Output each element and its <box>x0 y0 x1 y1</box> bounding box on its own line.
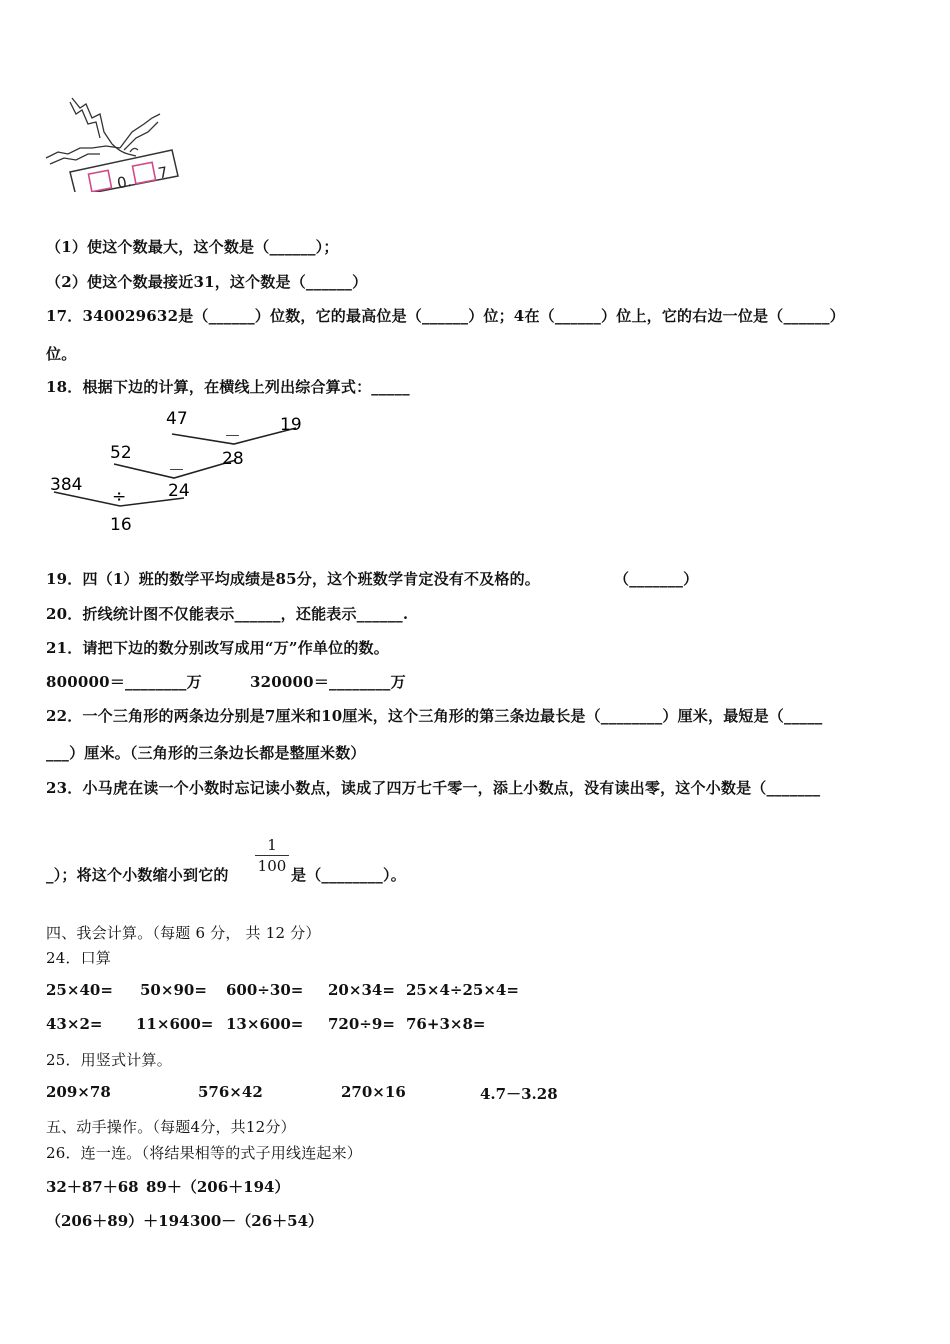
q25-item2: 576×42 <box>198 1083 263 1101</box>
q20-text: 20．折线统计图不仅能表示______，还能表示______. <box>46 605 409 623</box>
q19-text: 19．四（1）班的数学平均成绩是85分，这个班数学肯定没有不及格的。 <box>46 570 540 588</box>
q25-title: 25．用竖式计算。 <box>46 1051 172 1069</box>
card-digit-right: 7 <box>156 163 170 183</box>
tree-bot-right: 24 <box>168 481 190 501</box>
fraction-one-hundredth <box>255 836 289 875</box>
tree-mid-op: － <box>168 461 185 481</box>
q24-r2-c1: 43×2= <box>46 1015 103 1033</box>
section5-title: 五、动手操作。（每题4分，共12分） <box>46 1118 296 1136</box>
q23-line2-a: _）；将这个小数缩小到它的 <box>46 866 229 884</box>
tree-top-right: 19 <box>280 415 302 435</box>
q25-item3: 270×16 <box>341 1083 406 1101</box>
calc-tree-diagram <box>44 400 314 540</box>
q24-r1-c3: 600÷30= <box>226 981 304 999</box>
q26-r1-right: 89＋（206＋194） <box>146 1178 290 1196</box>
q24-r1-c2: 50×90= <box>140 981 207 999</box>
q21-text: 21．请把下边的数分别改写成用“万”作单位的数。 <box>46 639 389 657</box>
q25-item4: 4.7－3.28 <box>480 1085 558 1103</box>
q26-r2-left: （206＋89）＋194 <box>46 1212 190 1230</box>
section4-title: 四、我会计算。（每题 6 分， 共 12 分） <box>46 924 321 942</box>
q21-item2: 320000＝________万 <box>250 673 406 691</box>
q24-r2-c3: 13×600= <box>226 1015 304 1033</box>
q26-r1-left: 32＋87＋68 <box>46 1178 139 1196</box>
q26-r2-right: 300－（26＋54） <box>190 1212 324 1230</box>
tree-mid-left: 52 <box>110 443 132 463</box>
q24-r2-c5: 76+3×8= <box>406 1015 486 1033</box>
q24-r2-c2: 11×600= <box>136 1015 214 1033</box>
frac-denominator: 100 <box>257 857 287 875</box>
q17-line2: 位。 <box>46 345 77 363</box>
q24-r1-c4: 20×34= <box>328 981 395 999</box>
bird-illustration <box>40 92 200 192</box>
q23-line1: 23．小马虎在读一个小数时忘记读小数点，读成了四万七千零一，添上小数点，没有读出零，这个小数是（_______ <box>46 779 821 797</box>
q17-line1: 17．340029632是（______）位数，它的最高位是（______）位；4在（______）位上，它的右边一位是（______） <box>46 307 845 325</box>
q21-item1: 800000＝________万 <box>46 673 202 691</box>
q19-blank: （_______） <box>614 570 699 588</box>
tree-bot-op: ÷ <box>112 487 127 507</box>
card-digit-middle: 0. <box>115 171 134 192</box>
q24-title: 24．口算 <box>46 949 112 967</box>
tree-mid-right: 28 <box>222 449 244 469</box>
frac-numerator: 1 <box>267 836 277 854</box>
q23-line2-b: 是（________）。 <box>291 866 406 884</box>
q25-item1: 209×78 <box>46 1083 111 1101</box>
tree-bot-left: 384 <box>50 475 83 495</box>
q22-line1: 22．一个三角形的两条边分别是7厘米和10厘米，这个三角形的第三条边最长是（________）厘米，最短是（_____ <box>46 707 823 725</box>
tree-top-left: 47 <box>166 409 188 429</box>
q16-part1: （1）使这个数最大，这个数是（______）； <box>46 238 339 256</box>
q22-line2: ___）厘米。（三角形的三条边长都是整厘米数） <box>46 744 366 762</box>
q26-title: 26．连一连。（将结果相等的式子用线连起来） <box>46 1144 362 1162</box>
q18-text: 18．根据下边的计算，在横线上列出综合算式：_____ <box>46 378 410 396</box>
tree-result: 16 <box>110 515 132 535</box>
q24-r2-c4: 720÷9= <box>328 1015 395 1033</box>
q24-r1-c1: 25×40= <box>46 981 113 999</box>
q16-part2: （2）使这个数最接近31，这个数是（______） <box>46 273 368 291</box>
q24-r1-c5: 25×4÷25×4= <box>406 981 519 999</box>
tree-top-op: － <box>224 427 241 447</box>
